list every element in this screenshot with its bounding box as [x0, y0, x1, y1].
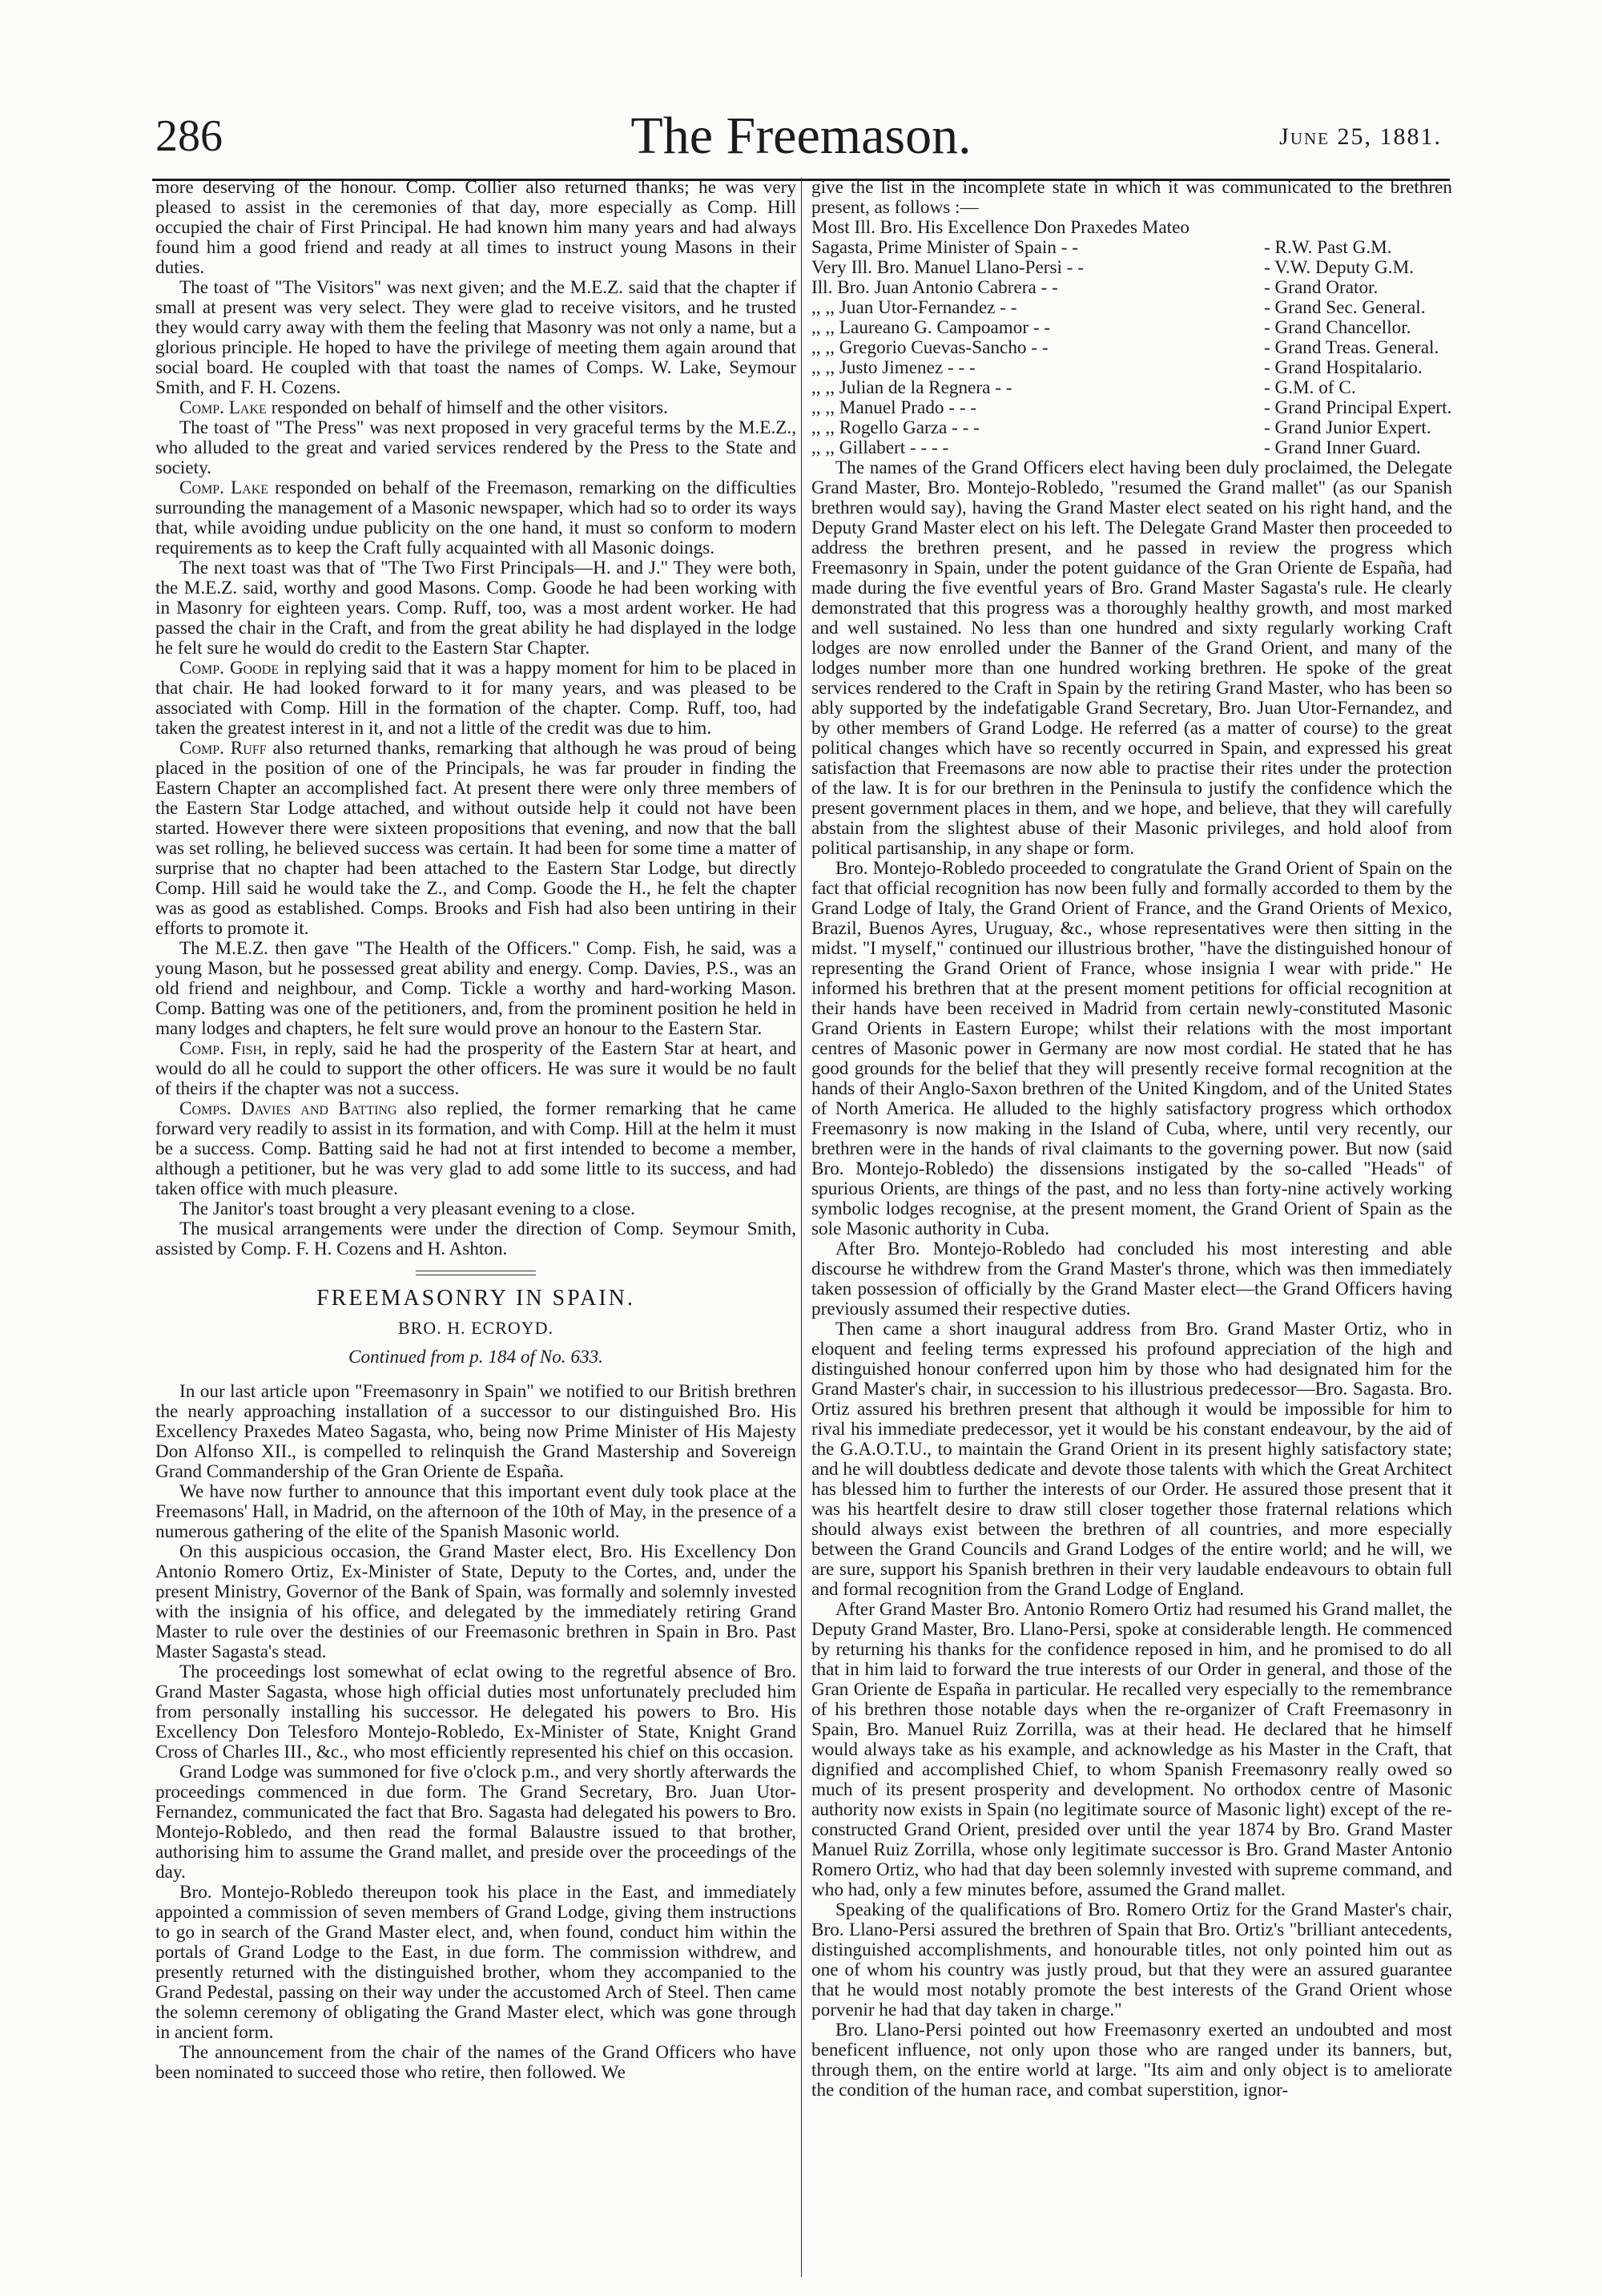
- officer-row: [811, 238, 1452, 258]
- officer-name: Sagasta, Prime Minister of Spain - -: [811, 237, 1078, 258]
- journal-title: The Freemason.: [630, 107, 972, 165]
- column-divider: [801, 178, 802, 2277]
- officer-name: ,, ,, Justo Jimenez - - -: [811, 357, 976, 378]
- officer-office: - Grand Hospitalario.: [1264, 357, 1423, 378]
- officer-office: - Grand Treas. General.: [1264, 337, 1439, 358]
- masthead: [0, 104, 1602, 184]
- officer-office: - Grand Sec. General.: [1264, 297, 1426, 318]
- paragraph: Then came a short inaugural address from Bro. Grand Master Ortiz, who in eloquent and feeling terms expressed his profound appreciation of the high and distinguished honour conferred upon him by those who had designated him for the Grand Master's chair, in succession to his illustrious predecessor—Bro. Sagasta. Bro. Ortiz assured his brethren present that although it would be impossible for him to rival his immediate predecessor, yet it would be his constant endeavour, by the aid of the G.A.O.T.U., to maintain the Grand Orient in its present highly satisfactory state; and he will doubtless dedicate and devote those talents with which the Great Architect has blessed him to further the interests of our Order. He assured those present that it was his heartfelt desire to draw still closer together those fraternal relations which should always exist between the brethren of all countries, and more especially between the Grand Councils and Grand Lodges of the entire world; and he will, we are sure, support his Spanish brethren in their very laudable endeavours to obtain full and formal recognition from the Grand Lodge of England.: [811, 1319, 1452, 1600]
- right-column: [811, 178, 1452, 2101]
- paragraph: Grand Lodge was summoned for five o'clock p.m., and very shortly afterwards the proceedings commenced in due form. The Grand Secretary, Bro. Juan Utor-Fernandez, communicated the fact that Bro. Sagasta had delegated his powers to Bro. Montejo-Robledo, and then read the formal Balaustre issued to that brother, authorising him to assume the Grand mallet, and preside over the proceedings of the day.: [155, 1762, 796, 1883]
- officer-office: - Grand Chancellor.: [1264, 317, 1411, 338]
- officer-name: ,, ,, Laureano G. Campoamor - -: [811, 317, 1051, 338]
- paragraph: The musical arrangements were under the direction of Comp. Seymour Smith, assisted by Comp. F. H. Cozens and H. Ashton.: [155, 1218, 796, 1259]
- paragraph: We have now further to announce that this important event duly took place at the Freemasons' Hall, in Madrid, on the afternoon of the 10th of May, in the presence of a numerous gathering of the elite of the Spanish Masonic world.: [155, 1481, 796, 1542]
- paragraph: Speaking of the qualifications of Bro. Romero Ortiz for the Grand Master's chair, Bro. Llano-Persi assured the brethren of Spain that Bro. Ortiz's "brilliant antecedents, distinguished accomplishments, and honourable titles, not only pointed him out as one of whom his country was justly proud, but that they were an assured guarantee that he would most notably promote the best interests of the Grand Orient whose porvenir he had that day taken in charge.": [811, 1899, 1452, 2020]
- officer-name: ,, ,, Gregorio Cuevas-Sancho - -: [811, 337, 1049, 358]
- officer-row: [811, 258, 1452, 278]
- paragraph: Comp. Ruff also returned thanks, remarking that although he was proud of being placed in the position of one of the Principals, he was far prouder in finding the Eastern Chapter an accomplished fact. At present there were only three members of the Eastern Star Lodge attached, and without outside help it could not have been started. However there were sixteen propositions that evening, and now that the ball was set rolling, he believed success was certain. It had been for some time a matter of surprise that no chapter had been attached to the Eastern Star Lodge, but directly Comp. Hill said he would take the Z., and Comp. Goode the H., he felt the chapter was as good as established. Comps. Brooks and Fish had also been untiring in their efforts to promote it.: [155, 738, 797, 939]
- officer-office: - Grand Orator.: [1264, 277, 1379, 298]
- paragraph: In our last article upon "Freemasonry in Spain" we notified to our British brethren the nearly approaching installation of a successor to our distinguished Bro. His Excellency Praxedes Mateo Sagasta, who, being now Prime Minister of His Majesty Don Alfonso XII., is compelled to relinquish the Grand Mastership and Sovereign Grand Commandership of the Gran Oriente de España.: [155, 1381, 796, 1482]
- page-number: 286: [155, 111, 223, 161]
- paragraph: Bro. Montejo-Robledo thereupon took his place in the East, and immediately appointed a commission of seven members of Grand Lodge, giving them instructions to go in search of the Grand Master elect, and, when found, conduct him within the portals of Grand Lodge to the East, in due form. The commission withdrew, and presently returned with the distinguished brother, whom they accompanied to the Grand Pedestal, passing on their way under the accustomed Arch of Steel. Then came the solemn ceremony of obligating the Grand Master elect, which was gone through in ancient form.: [155, 1882, 796, 2043]
- continuation-note: Continued from p. 184 of No. 633.: [348, 1347, 603, 1368]
- officer-row: [811, 278, 1452, 298]
- paragraph: The toast of "The Press" was next proposed in very graceful terms by the M.E.Z., who alluded to the great and varied services rendered by the Press to the State and society.: [155, 417, 796, 478]
- officer-row: [811, 318, 1452, 338]
- left-column: [155, 178, 796, 2083]
- paragraph: The Janitor's toast brought a very pleasant evening to a close.: [179, 1198, 635, 1219]
- officer-name: Ill. Bro. Juan Antonio Cabrera - -: [811, 277, 1058, 298]
- paragraph: Bro. Llano-Persi pointed out how Freemasonry exerted an undoubted and most beneficent influence, not only upon those who are ranged under its banners, but, through them, on the entire world at large. "Its aim and only object is to ameliorate the condition of the human race, and combat superstition, ignor-: [811, 2020, 1452, 2101]
- officer-row: [811, 438, 1452, 458]
- paragraph: The names of the Grand Officers elect having been duly proclaimed, the Delegate Grand Master, Bro. Montejo-Robledo, "resumed the Grand mallet" (as our Spanish brethren would say), having the Grand Master elect seated on his right hand, and the Deputy Grand Master elect on his left. The Delegate Grand Master then proceeded to address the brethren present, and he passed in review the progress which Freemasonry in Spain, under the potent guidance of the Gran Oriente de España, had made during the five eventful years of Bro. Grand Master Sagasta's rule. He clearly demonstrated that this progress was a thoroughly healthy growth, and most marked and well sustained. No less than one hundred and sixty regularly working Craft lodges are now enrolled under the Banner of the Grand Orient, and many of the lodges number more than one hundred working brethren. He spoke of the great services rendered to the Craft in Spain by the retiring Grand Master, who has been so ably supported by the indefatigable Grand Secretary, Bro. Juan Utor-Fernandez, and by other members of Grand Lodge. He referred (as a matter of course) to the great political changes which have so recently occurred in Spain, and expressed his great satisfaction that Freemasons are now able to practise their rites under the protection of the law. It is for our brethren in the Peninsula to justify the confidence which the present government places in them, and we hope, and believe, that they will carefully abstain from the slightest abuse of their Masonic privileges, and hold aloof from political partisanship, in any shape or form.: [811, 457, 1452, 859]
- officer-row: [811, 298, 1452, 318]
- paragraph: After Bro. Montejo-Robledo had concluded his most interesting and able discourse he withdrew from the Grand Master's throne, which was then immediately taken possession of officially by the Grand Master elect—the Grand Officers having previously assumed their respective duties.: [811, 1239, 1452, 1319]
- officer-office: - V.W. Deputy G.M.: [1264, 257, 1415, 278]
- officer-name: ,, ,, Julian de la Regnera - -: [811, 377, 1012, 398]
- paragraph: The toast of "The Visitors" was next given; and the M.E.Z. said that the chapter if small at present was very select. They were glad to receive visitors, and he trusted they would carry away with them the feeling that Masonry was not only a name, but a glorious principle. He hoped to have the privilege of meeting them again around that social board. He coupled with that toast the names of Comps. W. Lake, Seymour Smith, and F. H. Cozens.: [155, 277, 796, 398]
- chapter-report: [155, 178, 796, 1259]
- paragraph: Comp. Fish, in reply, said he had the prosperity of the Eastern Star at heart, and would do all he could to support the other officers. He was sure it would be no fault of theirs if the chapter was not a success.: [155, 1038, 797, 1099]
- officer-office: - Grand Junior Expert.: [1264, 417, 1431, 438]
- paragraph: The next toast was that of "The Two First Principals—H. and J." They were both, the M.E.Z. said, worthy and good Masons. Comp. Goode he had been working with in Masonry for eighteen years. Comp. Ruff, too, was a most ardent worker. He had passed the chair in the Craft, and from the great ability he had displayed in the lodge he felt sure he would do credit to the Eastern Star Chapter.: [155, 558, 796, 659]
- officer-row: [811, 378, 1452, 398]
- officer-office: - G.M. of C.: [1264, 377, 1356, 398]
- byline: BRO. H. ECROYD.: [397, 1318, 554, 1338]
- officer-name: Very Ill. Bro. Manuel Llano-Persi - -: [811, 257, 1084, 278]
- paragraph: Comp. Lake responded on behalf of himself and the other visitors.: [179, 397, 668, 418]
- paragraph: give the list in the incomplete state in which it was communicated to the brethren present, as follows :—: [811, 177, 1452, 218]
- officer-row: [811, 338, 1452, 358]
- paragraph: The M.E.Z. then gave "The Health of the Officers." Comp. Fish, he said, was a young Mason, but he possessed great ability and energy. Comp. Davies, P.S., was an old friend and neighbour, and Comp. Tickle a worthy and hard-working Mason. Comp. Batting was one of the petitioners, and, from the prominent position he held in many lodges and chapters, he felt sure would prove an honour to the Eastern Star.: [155, 938, 796, 1039]
- officer-office: - Grand Principal Expert.: [1264, 397, 1452, 418]
- paragraph: The announcement from the chair of the names of the Grand Officers who have been nominated to succeed those who retire, then followed. We: [155, 2042, 796, 2083]
- officer-row: [811, 418, 1452, 438]
- officer-heading: Most Ill. Bro. His Excellence Don Praxedes Mateo: [811, 217, 1190, 238]
- officer-name: ,, ,, Manuel Prado - - -: [811, 397, 977, 418]
- paragraph: more deserving of the honour. Comp. Collier also returned thanks; he was very pleased to assist in the ceremonies of that day, more especially as Comp. Hill occupied the chair of First Principal. He had known him many years and had always found him a good friend and ready at all times to instruct young Masons in their duties.: [155, 177, 796, 278]
- paragraph: The proceedings lost somewhat of eclat owing to the regretful absence of Bro. Grand Master Sagasta, whose high official duties most unfortunately precluded him from personally installing his successor. He delegated his powers to Bro. His Excellency Don Telesforo Montejo-Robledo, Ex-Minister of State, Knight Grand Cross of Charles III., &c., who most efficiently represented his chief on this occasion.: [155, 1662, 796, 1762]
- grand-officers-list: [811, 218, 1452, 458]
- officer-name: ,, ,, Juan Utor-Fernandez - -: [811, 297, 1017, 318]
- officer-office: - Grand Inner Guard.: [1264, 437, 1421, 458]
- officer-name: ,, ,, Gillabert - - - -: [811, 437, 949, 458]
- spain-article: [155, 1382, 796, 2083]
- issue-date: June 25, 1881.: [1279, 123, 1442, 150]
- officer-row: [811, 358, 1452, 378]
- officer-office: - R.W. Past G.M.: [1264, 237, 1392, 258]
- paragraph: Comps. Davies and Batting also replied, the former remarking that he came forward very readily to assist in its formation, and with Comp. Hill at the helm it must be a success. Comp. Batting said he had not at first intended to become a member, although a petitioner, but he was very glad to add some little to its success, and had taken office with much pleasure.: [155, 1098, 796, 1199]
- officer-name: ,, ,, Rogello Garza - - -: [811, 417, 980, 438]
- section-title: FREEMASONRY IN SPAIN.: [316, 1286, 635, 1311]
- section-divider: [416, 1271, 536, 1275]
- paragraph: Comp. Lake responded on behalf of the Freemason, remarking on the difficulties surrounding the management of a Masonic newspaper, which had so to order its ways that, while avoiding undue publicity on the one hand, it must so conform to modern requirements as to keep the Craft fully acquainted with all Masonic doings.: [155, 477, 796, 558]
- paragraph: After Grand Master Bro. Antonio Romero Ortiz had resumed his Grand mallet, the Deputy Grand Master, Bro. Llano-Persi, spoke at considerable length. He commenced by returning his thanks for the confidence reposed in him, and he promised to do all that in him laid to forward the true interests of our Order in general, and those of the Gran Oriente de España in particular. He recalled very especially to the remembrance of his brethren those notable days when the re-organizer of Craft Freemasonry in Spain, Bro. Manuel Ruiz Zorrilla, was at their head. He declared that he himself would always take as his example, and acknowledge as his Master in the Craft, that dignified and accomplished Chief, to whom Spanish Freemasonry really owed so much of its present prosperity and development. No orthodox centre of Masonic authority now exists in Spain (no legitimate source of Masonic light) except of the re-constructed Grand Orient, presided over until the year 1874 by Bro. Grand Master Manuel Ruiz Zorrilla, whose only legitimate successor is Bro. Grand Master Antonio Romero Ortiz, who had that day been solemnly invested with supreme command, and who had, only a few minutes before, assumed the Grand mallet.: [811, 1599, 1452, 1900]
- paragraph: Bro. Montejo-Robledo proceeded to congratulate the Grand Orient of Spain on the fact that official recognition has now been fully and formally accorded to them by the Grand Lodge of Italy, the Grand Orient of France, and the Grand Orients of Mexico, Brazil, Buenos Ayres, Uruguay, &c., whose representatives were then sitting in the midst. "I myself," continued our illustrious brother, "have the distinguished honour of representing the Grand Orient of France, whose insignia I wear with pride." He informed his brethren that at the present moment petitions for official recognition at their hands have been received in Madrid from certain newly-constituted Masonic Grand Orients in Eastern Europe; whilst their relations with the most important centres of Masonic power in Germany are now most cordial. He stated that he has good grounds for the belief that they will presently receive formal recognition at the hands of their Anglo-Saxon brethren of the United Kingdom, and of the United States of North America. He alluded to the highly satisfactory progress which orthodox Freemasonry is now making in the Island of Cuba, where, until very recently, our brethren were in the hands of rival claimants to the governing power. But now (said Bro. Montejo-Robledo) the dissensions instigated by the so-called "Heads" of spurious Orients, are things of the past, and no less than forty-nine actively working symbolic lodges recognise, at the present moment, the Grand Orient of Spain as the sole Masonic authority in Cuba.: [811, 858, 1452, 1239]
- paragraph: On this auspicious occasion, the Grand Master elect, Bro. His Excellency Don Antonio Romero Ortiz, Ex-Minister of State, Deputy to the Cortes, and, under the present Ministry, Governor of the Bank of Spain, was formally and solemnly invested with the insignia of his office, and delegated by the immediately retiring Grand Master to rule over the destinies of our Freemasonic brethren in Spain in Bro. Past Master Sagasta's stead.: [155, 1541, 796, 1662]
- officer-row: [811, 398, 1452, 418]
- paragraph: Comp. Goode in replying said that it was a happy moment for him to be placed in that chair. He had looked forward to it for many years, and was pleased to be associated with Comp. Hill in the formation of the chapter. Comp. Ruff, too, had taken the greatest interest in it, and not a little of the credit was due to him.: [155, 658, 796, 739]
